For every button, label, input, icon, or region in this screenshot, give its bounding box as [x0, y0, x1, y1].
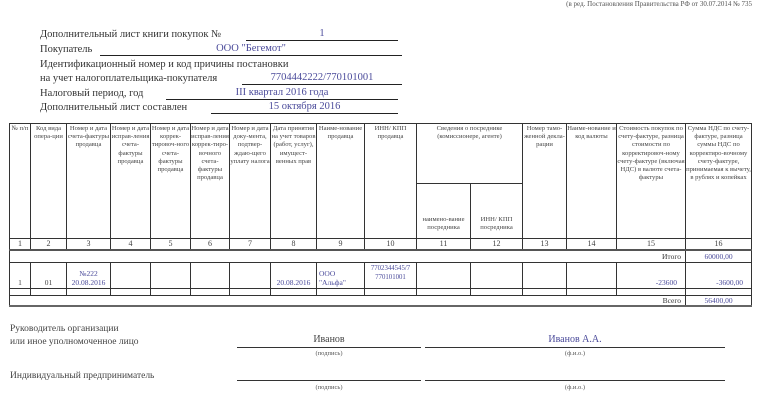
- row-vat: -3600,00: [686, 262, 752, 288]
- row-cell-14: [567, 262, 617, 288]
- buyer-label: Покупатель: [40, 44, 93, 55]
- period-label: Налоговый период, год: [40, 88, 144, 99]
- col-number: 8: [271, 239, 317, 251]
- ip-signature-line: [237, 366, 421, 381]
- table-row: [10, 262, 752, 288]
- ip-name-line: [425, 366, 725, 381]
- col-number: 11: [417, 239, 471, 251]
- col-number: 14: [567, 239, 617, 251]
- row-cell-12: [471, 262, 523, 288]
- head-full-name: Иванов А.А.: [425, 333, 725, 348]
- head-label-1: Руководитель организации: [10, 324, 119, 334]
- row-cell-13: [523, 262, 567, 288]
- itogo-value: 60000,00: [686, 250, 752, 262]
- col-number: 3: [67, 239, 111, 251]
- inn-label-2: на учет налогоплательщика-покупателя: [40, 73, 218, 84]
- vsego-label: Всего: [10, 295, 686, 306]
- col-header-12: ИНН/ КПП посредника: [471, 184, 523, 239]
- col-header-14: Наиме-нование и код валюты: [567, 124, 617, 239]
- row-cell-7: [230, 262, 271, 288]
- col-header-11: наимено-вание посредника: [417, 184, 471, 239]
- buyer-value: ООО "Бегемот": [100, 42, 402, 56]
- vsego-row: [10, 295, 752, 306]
- col-header-intermediary: Сведения о посреднике (комиссионере, агенте): [417, 124, 523, 184]
- col-number: 6: [191, 239, 230, 251]
- col-number: 4: [111, 239, 151, 251]
- row-seller-inn-line-2: 770101001: [375, 273, 406, 281]
- col-number: 2: [31, 239, 67, 251]
- row-seller: [317, 262, 365, 288]
- table-row-empty: [10, 288, 752, 295]
- head-signature: Иванов: [237, 333, 421, 348]
- col-header-10: ИНН/ КПП продавца: [365, 124, 417, 239]
- sheet-no-label: Дополнительный лист книги покупок №: [40, 29, 222, 40]
- col-header-1: № п/п: [10, 124, 31, 239]
- row-invoice-date: 20.08.2016: [71, 277, 106, 287]
- ip-name-caption: (ф.и.о.): [564, 384, 586, 391]
- col-number: 1: [10, 239, 31, 251]
- inn-value: 7704442222/770101001: [242, 71, 402, 85]
- col-header-5: Номер и дата коррек-тировоч-ного счета-фактуры продавца: [151, 124, 191, 239]
- col-number: 13: [523, 239, 567, 251]
- col-header-8: Дата принятия на учет товаров (работ, услуг), имущест-венных прав: [271, 124, 317, 239]
- header-row: [10, 124, 752, 184]
- row-cell-11: [417, 262, 471, 288]
- col-header-13: Номер тамо-женной декла-рации: [523, 124, 567, 239]
- row-seller-inn: [365, 262, 417, 288]
- date-label: Дополнительный лист составлен: [40, 102, 188, 113]
- row-seller-line-1: ООО: [319, 268, 336, 278]
- col-number: 12: [471, 239, 523, 251]
- ip-label: Индивидуальный предприниматель: [10, 371, 155, 381]
- head-signature-caption: (подпись): [315, 350, 343, 357]
- row-seller-line-2: "Альфа": [319, 277, 346, 287]
- row-invoice: [67, 262, 111, 288]
- period-value: III квартал 2016 года: [166, 86, 398, 100]
- col-header-15: Стоимость покупок по счету-фактуре, разница стоимости по корректировоч-ному счету-фактуре (включая НДС) в валюте счета-фактуры: [617, 124, 686, 239]
- ip-signature-caption: (подпись): [315, 384, 343, 391]
- head-label-2: или иное уполномоченное лицо: [10, 337, 139, 347]
- inn-label-1: Идентификационный номер и код причины постановки: [40, 59, 289, 70]
- column-number-row: [10, 239, 752, 251]
- date-value: 15 октября 2016: [211, 100, 398, 114]
- col-header-9: Наиме-нование продавца: [317, 124, 365, 239]
- col-header-3: Номер и дата счета-фактуры продавца: [67, 124, 111, 239]
- head-name-caption: (ф.и.о.): [564, 350, 586, 357]
- col-number: 15: [617, 239, 686, 251]
- col-header-2: Код вида опера-ции: [31, 124, 67, 239]
- row-seller-inn-line-1: 7702344545/7: [370, 264, 411, 272]
- row-invoice-number: №222: [79, 268, 98, 278]
- col-header-6: Номер и дата исправ-ления коррек-тиро-вочного счета-фактуры продавца: [191, 124, 230, 239]
- col-header-16: Сумма НДС по счету-фактуре, разница суммы НДС по корректиро-вочному счету-фактуре, принимаемая к вычету, в рублях и копейках: [686, 124, 752, 239]
- row-cell-4: [111, 262, 151, 288]
- col-number: 7: [230, 239, 271, 251]
- row-accept-date: 20.08.2016: [271, 262, 317, 288]
- row-cell-5: [151, 262, 191, 288]
- regulation-note: (в ред. Постановления Правительства РФ от 30.07.2014 № 735: [566, 0, 752, 8]
- col-header-7: Номер и дата доку-мента, подтвер-ждаю-щего уплату налога: [230, 124, 271, 239]
- col-number: 10: [365, 239, 417, 251]
- col-number: 5: [151, 239, 191, 251]
- sheet-no-value: 1: [246, 27, 398, 41]
- vsego-value: 56400,00: [686, 295, 752, 306]
- row-number: 1: [10, 262, 31, 288]
- itogo-label: Итого: [10, 250, 686, 262]
- row-cell-6: [191, 262, 230, 288]
- row-operation-code: 01: [31, 262, 67, 288]
- purchase-book-table: [9, 123, 752, 307]
- itogo-row: [10, 250, 752, 262]
- row-cost: -23600: [617, 262, 686, 288]
- col-header-4: Номер и дата исправ-ления счета-фактуры продавца: [111, 124, 151, 239]
- col-number: 9: [317, 239, 365, 251]
- col-number: 16: [686, 239, 752, 251]
